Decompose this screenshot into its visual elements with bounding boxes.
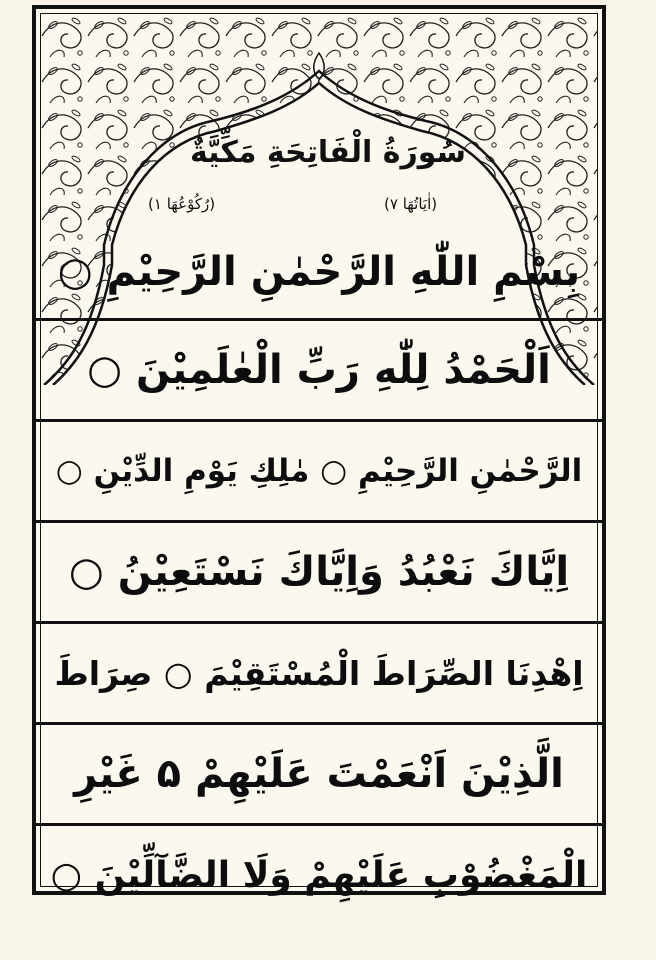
ruku-count: (رُكُوْعُهَا ١)	[148, 195, 216, 213]
surah-title: سُورَةُ الْفَاتِحَةِ مَكِّيَّةٌ	[189, 135, 467, 170]
verse-line	[36, 226, 602, 318]
verse-text: اِهْدِنَا الصِّرَاطَ الْمُسْتَقِيْمَ ○ صِرَاطَ	[54, 653, 584, 693]
verse-line	[36, 321, 602, 419]
verse-text: اِيَّاكَ نَعْبُدُ وَاِيَّاكَ نَسْتَعِيْنُ ○	[68, 549, 570, 595]
verse-list	[36, 226, 602, 924]
verse-text: اَلْحَمْدُ لِلّٰهِ رَبِّ الْعٰلَمِيْنَ ○	[87, 347, 551, 393]
verse-line	[36, 624, 602, 722]
verse-line	[36, 422, 602, 520]
ayat-count: (اٰيَاتُهَا ٧)	[384, 195, 438, 213]
verse-text: الَّذِيْنَ اَنْعَمْتَ عَلَيْهِمْ ۵ غَيْرِ	[74, 751, 564, 797]
verse-text: الرَّحْمٰنِ الرَّحِيْمِ ○ مٰلِكِ يَوْمِ الدِّيْنِ ○	[55, 453, 583, 489]
verse-line	[36, 826, 602, 924]
verse-text: الْمَغْضُوْبِ عَلَيْهِمْ وَلَا الضَّآلِّيْنَ ○	[50, 854, 588, 896]
verse-text: بِسْمِ اللّٰهِ الرَّحْمٰنِ الرَّحِيْمِ ○	[57, 249, 581, 295]
verse-line	[36, 523, 602, 621]
verse-line	[36, 725, 602, 823]
